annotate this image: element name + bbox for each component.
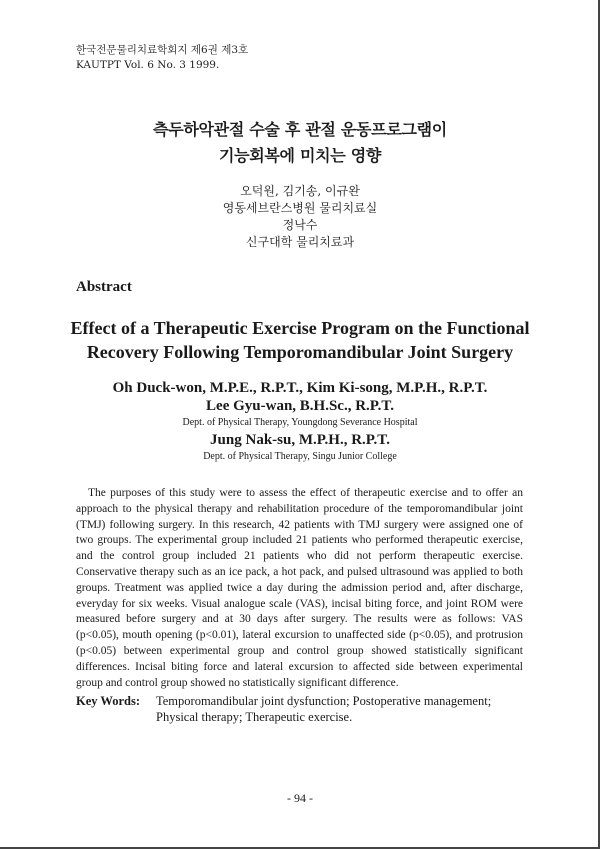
english-author-line-1: Oh Duck-won, M.P.E., R.P.T., Kim Ki-song, M.P.H., R.P.T. [112, 380, 488, 396]
english-authors [0, 379, 600, 465]
abstract-heading: Abstract [76, 279, 132, 295]
english-author-line-2: Lee Gyu-wan, B.H.Sc., R.P.T. [206, 398, 394, 414]
journal-header [76, 43, 248, 73]
english-title [0, 316, 600, 364]
korean-affiliation-1: 영동세브란스병원 물리치료실 [222, 201, 378, 215]
key-words-line-2: Physical therapy; Therapeutic exercise. [156, 710, 353, 724]
key-words-label: Key Words: [76, 694, 141, 708]
english-author-line-3: Jung Nak-su, M.P.H., R.P.T. [210, 432, 390, 448]
korean-affiliation-2: 신구대학 물리치료과 [245, 235, 355, 249]
english-affiliation-2: Dept. of Physical Therapy, Singu Junior College [203, 451, 397, 462]
korean-title-line-2: 기능회복에 미치는 영향 [218, 146, 382, 165]
english-title-line-2: Recovery Following Temporomandibular Joint Surgery [86, 342, 514, 362]
korean-title-line-1: 측두하악관절 수술 후 관절 운동프로그램이 [153, 120, 447, 139]
abstract-body: The purposes of this study were to assess the effect of therapeutic exercise and to offer an approach to the physical therapy and rehabilitation procedure of the temporomandibular joint (TMJ) following surgery. In this research, 42 patients with TMJ surgery were assigned one of two groups. The experimental group included 21 patients who performed therapeutic exercise, and the control group included 21 patients who did not perform therapeutic exercise. Conservative therapy such as an ice pack, a hot pack, and pulsed ultrasound was applied to both groups. Treatment was applied twice a day during the admission period and, after discharge, everyday for six weeks. Visual analogue scale (VAS), incisal biting force, and joint ROM were measured before surgery and at 30 days after surgery. The results were as follows: VAS (p<0.05), mouth opening (p<0.01), lateral excursion to unaffected side (p<0.05), and protrusion (p<0.05) between experimental group and control group showed statistically significant differences. Incisal biting force and lateral excursion to affected side between experimental group and control group showed no statistically significant difference. [76, 487, 523, 689]
journal-name-korean: 한국전문물리치료학회지 제6권 제3호 [76, 44, 249, 56]
korean-author-names-2: 정낙수 [282, 218, 318, 232]
page-number: - 94 - [287, 791, 313, 805]
korean-author-names-1: 오덕원, 김기송, 이규완 [240, 184, 360, 198]
korean-title [0, 117, 600, 169]
english-affiliation-1: Dept. of Physical Therapy, Youngdong Severance Hospital [182, 417, 418, 428]
korean-authors [0, 183, 600, 251]
key-words-line-1: Temporomandibular joint dysfunction; Postoperative management; [156, 694, 492, 708]
english-title-line-1: Effect of a Therapeutic Exercise Program on the Functional [70, 318, 530, 338]
journal-name-english: KAUTPT Vol. 6 No. 3 1999. [76, 59, 220, 71]
